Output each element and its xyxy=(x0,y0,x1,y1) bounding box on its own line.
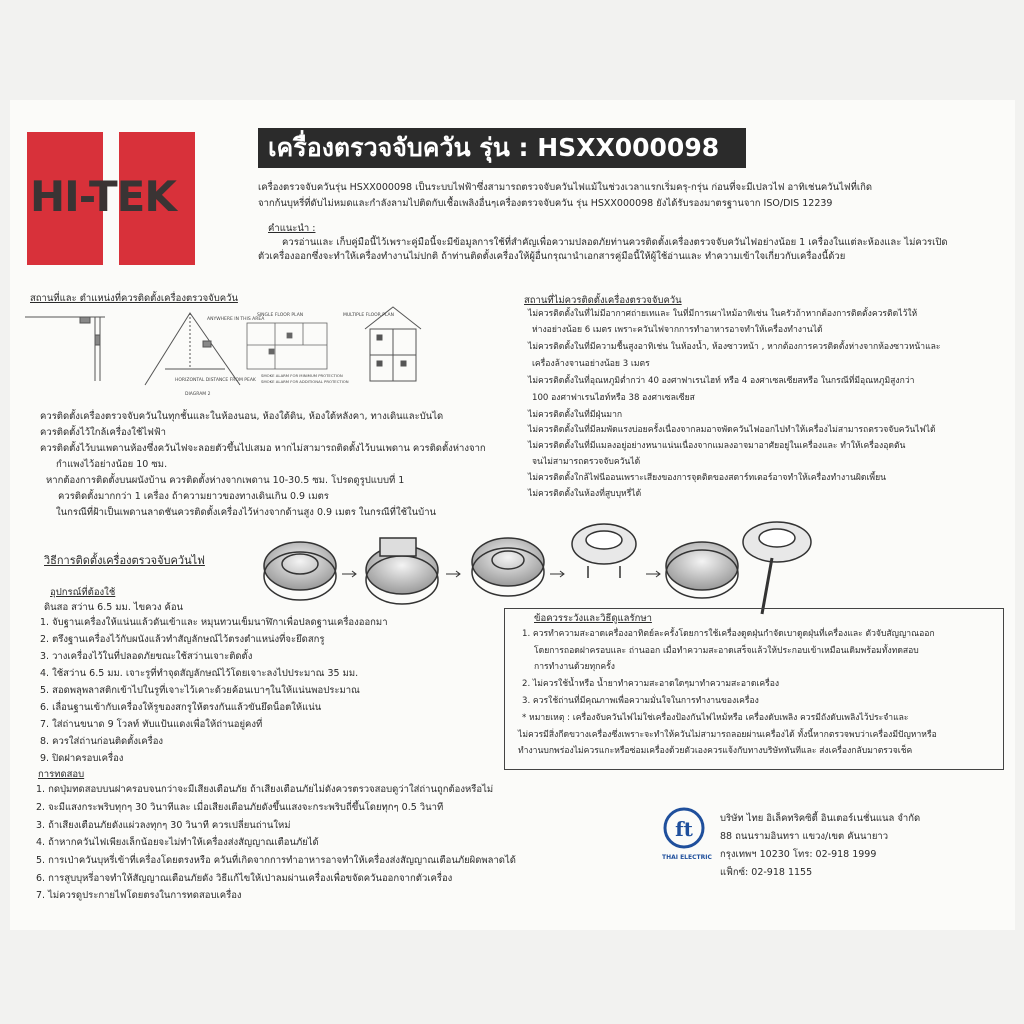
test-step-6: 6. การสูบบุหรี่อาจทำให้สัญญาณเตือนภัยดัง วิธีแก้ไขให้เป่าลมผ่านเครื่องเพื่อขจัดควันออกจากตัวเครื่อง xyxy=(36,873,453,884)
company-fax: แฟ็กซ์: 02-918 1155 xyxy=(720,867,813,878)
company-address: 88 ถนนรามอินทรา แขวง/เขต คันนายาว xyxy=(720,831,889,842)
diagram-single-floor xyxy=(247,323,327,369)
advice-line-1: ควรอ่านและ เก็บคู่มือนี้ไว้เพราะคู่มือนี้จะมีข้อมูลการใช้ที่สำคัญเพื่อความปลอดภัยท่านควรติดตั้งเครื่องตรวจจับควันไฟอย่างน้อย 1 เครื่องในแต่ละห้องและ ไม่ควรเปิด xyxy=(282,237,948,248)
install-step-3: 3. วางเครื่องไว้ในที่ปลอดภัยขณะใช้สว่านเจาะติดตั้ง xyxy=(40,651,253,662)
install-item-4: หากต้องการติดตั้งบนผนังบ้าน ควรติดตั้งห่างจากเพดาน 10-30.5 ซม. โปรดดูรูปแบบที่ 1 xyxy=(46,475,405,486)
install-step-8: 8. ควรใส่ถ่านก่อนติดตั้งเครื่อง xyxy=(40,736,164,747)
care-note-2: ไม่ควรมีสิ่งกีดขวางเครื่องซึ่งเพราะจะทำให้ควันไม่สามารถลอยผ่านเครื่องได้ ทั้งนี้หากตรวจพบว่าเครื่องมีปัญหาหรือ xyxy=(518,730,937,740)
illustration-2 xyxy=(366,538,438,604)
test-step-4: 4. ถ้าหากควันไฟเพียงเล็กน้อยจะไม่ทำให้เครื่องส่งสัญญาณเตือนภัยได้ xyxy=(36,837,319,848)
document-title: เครื่องตรวจจับควัน รุ่น : HSXX000098 xyxy=(258,128,746,168)
not-item-3b: 100 องศาฟาเรนไฮท์หรือ 38 องศาเซลเซียส xyxy=(532,393,695,403)
care-line-3: การทำงานด้วยทุกครั้ง xyxy=(534,662,615,672)
where-install-heading: สถานที่และ ตำแหน่งที่ควรติดตั้งเครื่องตรวจจับควัน xyxy=(30,293,238,304)
not-item-7: ไม่ควรติดตั้งใกล้ไฟนีออนเพราะเสียงของการจุดติดของสตาร์ทเตอร์อาจทำให้เครื่องทำงานผิดเพี้ยน xyxy=(528,473,886,483)
install-step-4: 4. ใช้สว่าน 6.5 มม. เจาะรูที่ทำจุดสัญลักษณ์ไว้โดยเจาะลงไปประมาณ 35 มม. xyxy=(40,668,359,679)
legend-minimum: SMOKE ALARM FOR MINIMUM PROTECTION xyxy=(261,373,343,378)
install-diagrams xyxy=(25,303,425,403)
company-city-phone: กรุงเทพฯ 10230 โทร: 02-918 1999 xyxy=(720,849,877,860)
care-note-3: ทำงานบกพร่องไม่ควรแกะหรือซ่อมเครื่องด้วยตัวเองควรแจ้งกับทางบริษัททันทีและ ส่งเครื่องกลับมาตรวจเช็ค xyxy=(518,746,913,756)
illustration-5 xyxy=(666,542,738,598)
test-step-1: 1. กดปุ่มทดสอบบนฝาครอบจนกว่าจะมีเสียงเตือนภัย ถ้าเสียงเตือนภัยไม่ดังควรตรวจสอบดูว่าใส่ถ่านถูกต้องหรือไม่ xyxy=(36,784,494,795)
install-method-heading: วิธีการติดตั้งเครื่องตรวจจับควันไฟ xyxy=(44,554,205,567)
diagram-house xyxy=(365,307,421,381)
install-item-5: ควรติดตั้งมากกว่า 1 เครื่อง ถ้าความยาวของทางเดินเกิน 0.9 เมตร xyxy=(58,491,329,502)
install-step-9: 9. ปิดฝาครอบเครื่อง xyxy=(40,753,124,764)
not-item-3: ไม่ควรติดตั้งในที่อุณหภูมิต่ำกว่า 40 องศาฟาเรนไฮท์ หรือ 4 องศาเซลเซียสหรือ ในกรณีที่มีอุณหภูมิสูงกว่า xyxy=(528,376,915,386)
care-line-1: 1. ควรทำความสะอาดเครื่องอาทิตย์ละครั้งโดยการใช้เครื่องดูดฝุ่นกำจัดเบาดูดฝุ่นที่เครื่องและ ตัวจับสัญญาณออก xyxy=(522,629,935,639)
illustration-6 xyxy=(743,522,811,614)
legend-additional: SMOKE ALARM FOR ADDITIONAL PROTECTION xyxy=(261,379,349,384)
test-step-7: 7. ไม่ควรดูประกายไฟโดยตรงในการทดสอบเครื่อง xyxy=(36,890,242,901)
test-step-5: 5. การเป่าควันบุหรี่เข้าที่เครื่องโดยตรงหรือ ควันที่เกิดจากการทำอาหารอาจทำให้เครื่องส่งสัญญาณเตือนภัยผิดพลาดได้ xyxy=(36,855,516,866)
anywhere-label: ANYWHERE IN THIS AREA xyxy=(207,317,265,322)
test-heading: การทดสอบ xyxy=(38,769,85,780)
not-item-8: ไม่ควรติดตั้งในห้องที่สูบบุหรี่ได้ xyxy=(528,489,642,499)
install-item-6: ในกรณีที่ฝ้าเป็นเพดานลาดชันควรติดตั้งเครื่องไว้ห่างจากด้านสูง 0.9 เมตร ในกรณีที่ใช้ในบ้าน xyxy=(56,507,437,518)
install-item-1: ควรติดตั้งเครื่องตรวจจับควันในทุกชั้นและในห้องนอน, ห้องใต้ดิน, ห้องใต้หลังคา, ทางเดินและบันได xyxy=(40,411,444,422)
tools-list: ดินสอ สว่าน 6.5 มม. ไขควง ค้อน xyxy=(44,602,184,613)
intro-line-1: เครื่องตรวจจับควันรุ่น HSXX000098 เป็นระบบไฟฟ้าซึ่งสามารถตรวจจับควันไฟแม้ในช่วงเวลาแรกเริ่มครุ-กรุ่น ก่อนที่จะมีเปลวไฟ อาทิเช่นควันไฟที่เกิด xyxy=(258,182,873,193)
not-item-2: ไม่ควรติดตั้งในที่มีความชื้นสูงอาทิเช่น ในห้องน้ำ, ห้องซาวหน้า , หากต้องการควรติดตั้งห่างจากห้องซาวหน้าและ xyxy=(528,342,941,352)
intro-line-2: จากก้นบุหรี่ที่ดับไม่หมดและกำลังลามไปติดกับเชื้อเพลิงอื่นๆเครื่องตรวจจับควัน รุ่น HSXX000098 ยังได้รับรองมาตรฐานจาก ISO/DIS 12239 xyxy=(258,198,833,209)
install-item-2: ควรติดตั้งไว้ใกล้เครื่องใช้ไฟฟ้า xyxy=(40,427,166,438)
not-item-6b: จนไม่สามารถตรวจจับควันได้ xyxy=(532,457,641,467)
install-step-1: 1. จับฐานเครื่องให้แน่นแล้วดันเข้าและ หมุนทวนเข็มนาฬิกาเพื่อปลดฐานเครื่องออกมา xyxy=(40,617,388,628)
care-line-4: 2. ไม่ควรใช้น้ำหรือ น้ำยาทำความสะอาดใดๆมาทำความสะอาดเครื่อง xyxy=(522,679,780,689)
where-not-heading: สถานที่ไม่ควรติดตั้งเครื่องตรวจจับควัน xyxy=(524,295,682,306)
brand-logo: HI-TEK xyxy=(30,172,176,221)
install-item-3b: กำแพงไว้อย่างน้อย 10 ซม. xyxy=(56,459,168,470)
illustration-1 xyxy=(264,542,336,600)
distance-label: HORIZONTAL DISTANCE FROM PEAK xyxy=(175,378,256,383)
install-step-2: 2. ตรึงฐานเครื่องไว้กับผนังแล้วทำสัญลักษณ์ไว้ตรงตำแหน่งที่จะยึดสกรู xyxy=(40,634,325,645)
advice-line-2: ตัวเครื่องออกซึ่งจะทำให้เครื่องทำงานไม่ปกติ ถ้าท่านติดตั้งเครื่องให้ผู้อื่นกรุณานำเอกสารคู่มือนี้ให้ผู้ใช้อ่านและ ทำความเข้าใจเกี่ยวกับเครื่องนี้ด้วย xyxy=(258,251,846,262)
not-item-1b: ห่างอย่างน้อย 6 เมตร เพราะควันไฟจากการทำอาหารอาจทำให้เครื่องทำงานได้ xyxy=(532,325,823,335)
care-heading: ข้อควรระวังและวิธีดูแลรักษา xyxy=(534,613,652,624)
svg-text:ft: ft xyxy=(675,817,693,841)
not-item-6: ไม่ควรติดตั้งในที่มีแมลงอยู่อย่างหนาแน่นเนื่องจากแมลงอาจมาอาศัยอยู่ในเครื่องและ ทำให้เครื่องอุดตัน xyxy=(528,441,906,451)
install-step-illustrations xyxy=(262,518,822,618)
install-step-5: 5. สอดพลุพลาสติกเข้าไปในรูที่เจาะไว้เคาะด้วยค้อนเบาๆในให้แน่นพอประมาณ xyxy=(40,685,360,696)
not-item-4: ไม่ควรติดตั้งในที่มีฝุ่นมาก xyxy=(528,410,623,420)
tools-heading: อุปกรณ์ที่ต้องใช้ xyxy=(50,587,116,598)
diagram-wall-ceiling xyxy=(25,317,105,381)
single-floor-label: SINGLE FLOOR PLAN xyxy=(257,313,304,318)
care-line-5: 3. ควรใช้ถ่านที่มีคุณภาพเพื่อความมั่นใจในการทำงานของเครื่อง xyxy=(522,696,759,706)
not-item-1: ไม่ควรติดตั้งในที่ไม่มีอากาศถ่ายเทและ ในที่มีการเผาไหม้อาทิเช่น ในครัวถ้าหากต้องการติดตั้งควรติดไว้ให้ xyxy=(528,309,918,319)
thai-electric-logo-icon xyxy=(662,806,706,850)
advice-heading: คำแนะนำ : xyxy=(268,223,316,234)
test-step-2: 2. จะมีแสงกระพริบทุกๆ 30 วินาทีและ เมื่อเสียงเตือนภัยดังขึ้นแสงจะกระพริบถี่ขึ้นโดยทุกๆ 0.5 วินาที xyxy=(36,802,444,813)
install-step-7: 7. ใส่ถ่านขนาด 9 โวลท์ ทับแป้นแดงเพื่อให้ถ่านอยู่คงที่ xyxy=(40,719,263,730)
not-item-2b: เครื่องล้างจานอย่างน้อย 3 เมตร xyxy=(532,359,650,369)
install-item-3: ควรติดตั้งไว้บนเพดานห้องซึ่งควันไฟจะลอยตัวขึ้นไปเสมอ หากไม่สามารถติดตั้งไว้บนเพดาน ควรติดตั้งห่างจาก xyxy=(40,443,486,454)
company-name: บริษัท ไทย อิเล็คทริคซิตี้ อินเตอร์เนชั่นแนล จำกัด xyxy=(720,813,921,824)
illustration-4-base xyxy=(572,524,636,578)
care-note-1: * หมายเหตุ : เครื่องจับควันไฟไม่ใช่เครื่องป้องกันไฟไหม้หรือ เครื่องดับเพลิง ควรมีถังดับเพลิงไว้ประจำและ xyxy=(522,713,909,723)
diagram-roof-peak xyxy=(145,313,240,385)
multiple-floor-label: MULTIPLE FLOOR PLAN xyxy=(343,313,394,318)
install-step-6: 6. เลื่อนฐานเข้ากับเครื่องให้รูของสกรูให้ตรงกันแล้วขันยึดน็อตให้แน่น xyxy=(40,702,322,713)
test-step-3: 3. ถ้าเสียงเตือนภัยดังแผ่วลงทุกๆ 30 วินาที ควรเปลี่ยนถ่านใหม่ xyxy=(36,820,291,831)
illustration-3 xyxy=(472,538,544,596)
diagram2-label: DIAGRAM 2 xyxy=(185,392,211,397)
not-item-5: ไม่ควรติดตั้งในที่มีลมพัดแรงบ่อยครั้งเนื่องจากลมอาจพัดควันไฟออกไปทำให้เครื่องไม่สามารถตรวจจับควันไฟได้ xyxy=(528,425,936,435)
care-line-2: โดยการถอดฝาครอบและ ถ่านออก เมื่อทำความสะอาดเสร็จแล้วให้ประกอบเข้าเหมือนเดิมพร้อมทั้งทดสอบ xyxy=(534,646,919,656)
logo-caption: THAI ELECTRIC xyxy=(662,854,712,861)
